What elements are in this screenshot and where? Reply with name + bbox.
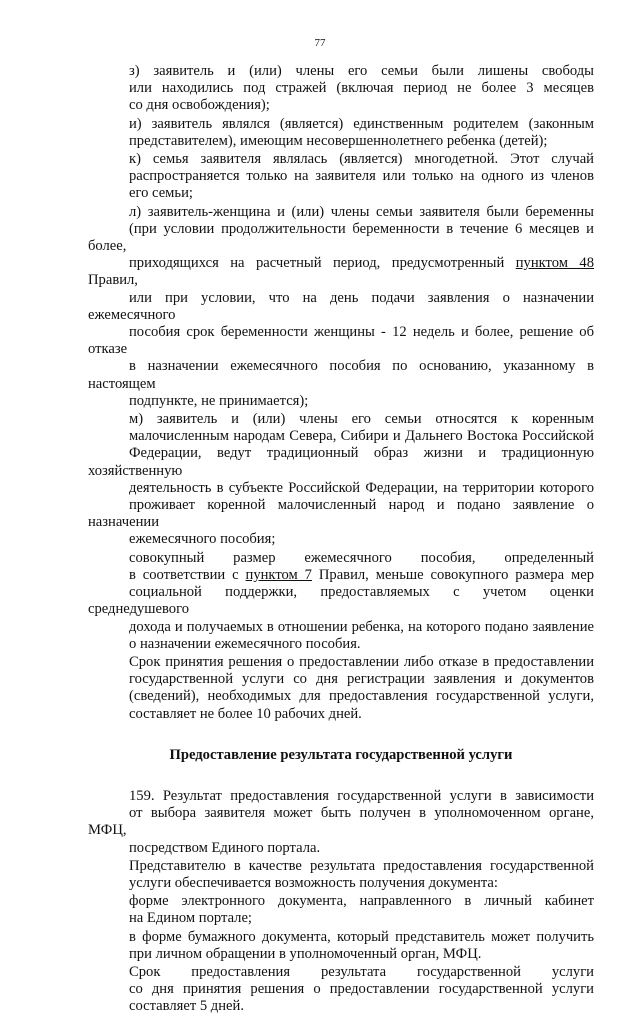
text-line: м) заявитель и (или) члены его семьи относятся к коренным — [129, 411, 594, 428]
text-line: малочисленным народам Севера, Сибири и Дальнего Востока Российской — [129, 428, 594, 445]
paragraph-sovokupny — [88, 550, 594, 653]
text-line: государственной услуги со дня регистрации заявления и документов — [129, 671, 594, 688]
text-line: со дня принятия решения о предоставлении государственной услуги — [129, 981, 594, 998]
section-heading: Предоставление результата государственной услуги — [169, 746, 513, 763]
text-line: Срок предоставления результата государственной услуги — [129, 963, 594, 980]
paragraph-k — [88, 151, 594, 203]
text-line: л) заявитель-женщина и (или) члены семьи заявителя были беременны — [129, 203, 594, 220]
text-line: его семьи; — [129, 185, 193, 202]
text-line: Федерации, ведут традиционный образ жизни и традиционную хозяйственную — [88, 445, 594, 479]
text-line: пособия срок беременности женщины - 12 недель и более, решение об отказе — [88, 324, 594, 358]
text-fragment: приходящихся на расчетный период, предусмотренный — [129, 255, 516, 272]
text-line: ежемесячного пособия; — [129, 531, 276, 548]
text-line: к) семья заявителя являлась (является) многодетной. Этот случай — [129, 151, 594, 168]
text-line: или при условии, что на день подачи заявления о назначении ежемесячного — [88, 289, 594, 323]
text-line: или находились под стражей (включая период не более 3 месяцев — [129, 80, 594, 97]
text-line: на Едином портале; — [129, 910, 252, 927]
paragraph-i — [88, 116, 594, 150]
paragraph-srok-result — [88, 964, 594, 1016]
text-fragment: Правил, — [88, 272, 138, 289]
text-line: составляет не более 10 рабочих дней. — [129, 705, 362, 722]
text-line: посредством Единого портала. — [129, 839, 321, 856]
paragraph-representative — [88, 858, 594, 892]
text-line: при личном обращении в уполномоченный орган, МФЦ. — [129, 945, 482, 962]
link-punkt-7[interactable]: пунктом 7 — [245, 566, 312, 583]
text-line — [88, 567, 594, 584]
text-line: совокупный размер ежемесячного пособия, определенный — [129, 549, 594, 566]
text-line: (сведений), необходимых для предоставления государственной услуги, — [129, 688, 594, 705]
text-line: проживает коренной малочисленный народ и подано заявление о назначении — [88, 497, 594, 531]
document-body — [88, 63, 594, 1016]
text-line: деятельность в субъекте Российской Федерации, на территории которого — [129, 479, 594, 496]
text-fragment: в соответствии с — [129, 566, 246, 583]
paragraph-z — [88, 63, 594, 115]
text-line: со дня освобождения); — [129, 97, 270, 114]
paragraph-srok-resheniya — [88, 654, 594, 723]
text-line: о назначении ежемесячного пособия. — [129, 635, 361, 652]
text-line: форме электронного документа, направленного в личный кабинет — [129, 893, 594, 910]
text-line: услуги обеспечивается возможность получения документа: — [129, 874, 498, 891]
paragraph-paper — [88, 929, 594, 963]
text-line: и) заявитель являлся (является) единственным родителем (законным — [129, 115, 594, 132]
text-fragment: Правил, меньше совокупного размера мер — [311, 566, 594, 583]
text-line: социальной поддержки, предоставляемых с учетом оценки среднедушевого — [88, 584, 594, 618]
text-line: представителем), имеющим несовершеннолетнего ребенка (детей); — [129, 132, 548, 149]
text-line: Представителю в качестве результата предоставления государственной — [129, 857, 594, 874]
paragraph-l — [88, 204, 594, 410]
text-line: от выбора заявителя может быть получен в уполномоченном органе, МФЦ, — [88, 805, 594, 839]
paragraph-m — [88, 411, 594, 549]
link-punkt-48[interactable]: пунктом 48 — [515, 255, 595, 272]
paragraph-electronic — [88, 893, 594, 927]
text-line — [88, 255, 594, 289]
text-line: в назначении ежемесячного пособия по основанию, указанному в настоящем — [88, 358, 594, 392]
text-line: подпункте, не принимается); — [129, 392, 309, 409]
text-line: дохода и получаемых в отношении ребенка, на которого подано заявление — [129, 618, 594, 635]
text-line: распространяется только на заявителя или только на одного из членов — [129, 168, 594, 185]
text-line: Срок принятия решения о предоставлении либо отказе в предоставлении — [129, 653, 594, 670]
text-line: составляет 5 дней. — [129, 998, 244, 1015]
text-line: в форме бумажного документа, который представитель может получить — [129, 928, 594, 945]
text-line: з) заявитель и (или) члены его семьи были лишены свободы — [129, 63, 594, 79]
page-number: 77 — [314, 37, 326, 49]
text-line: (при условии продолжительности беременности в течение 6 месяцев и более, — [88, 220, 594, 255]
paragraph-159 — [88, 788, 594, 857]
text-line: 159. Результат предоставления государственной услуги в зависимости — [129, 787, 594, 804]
